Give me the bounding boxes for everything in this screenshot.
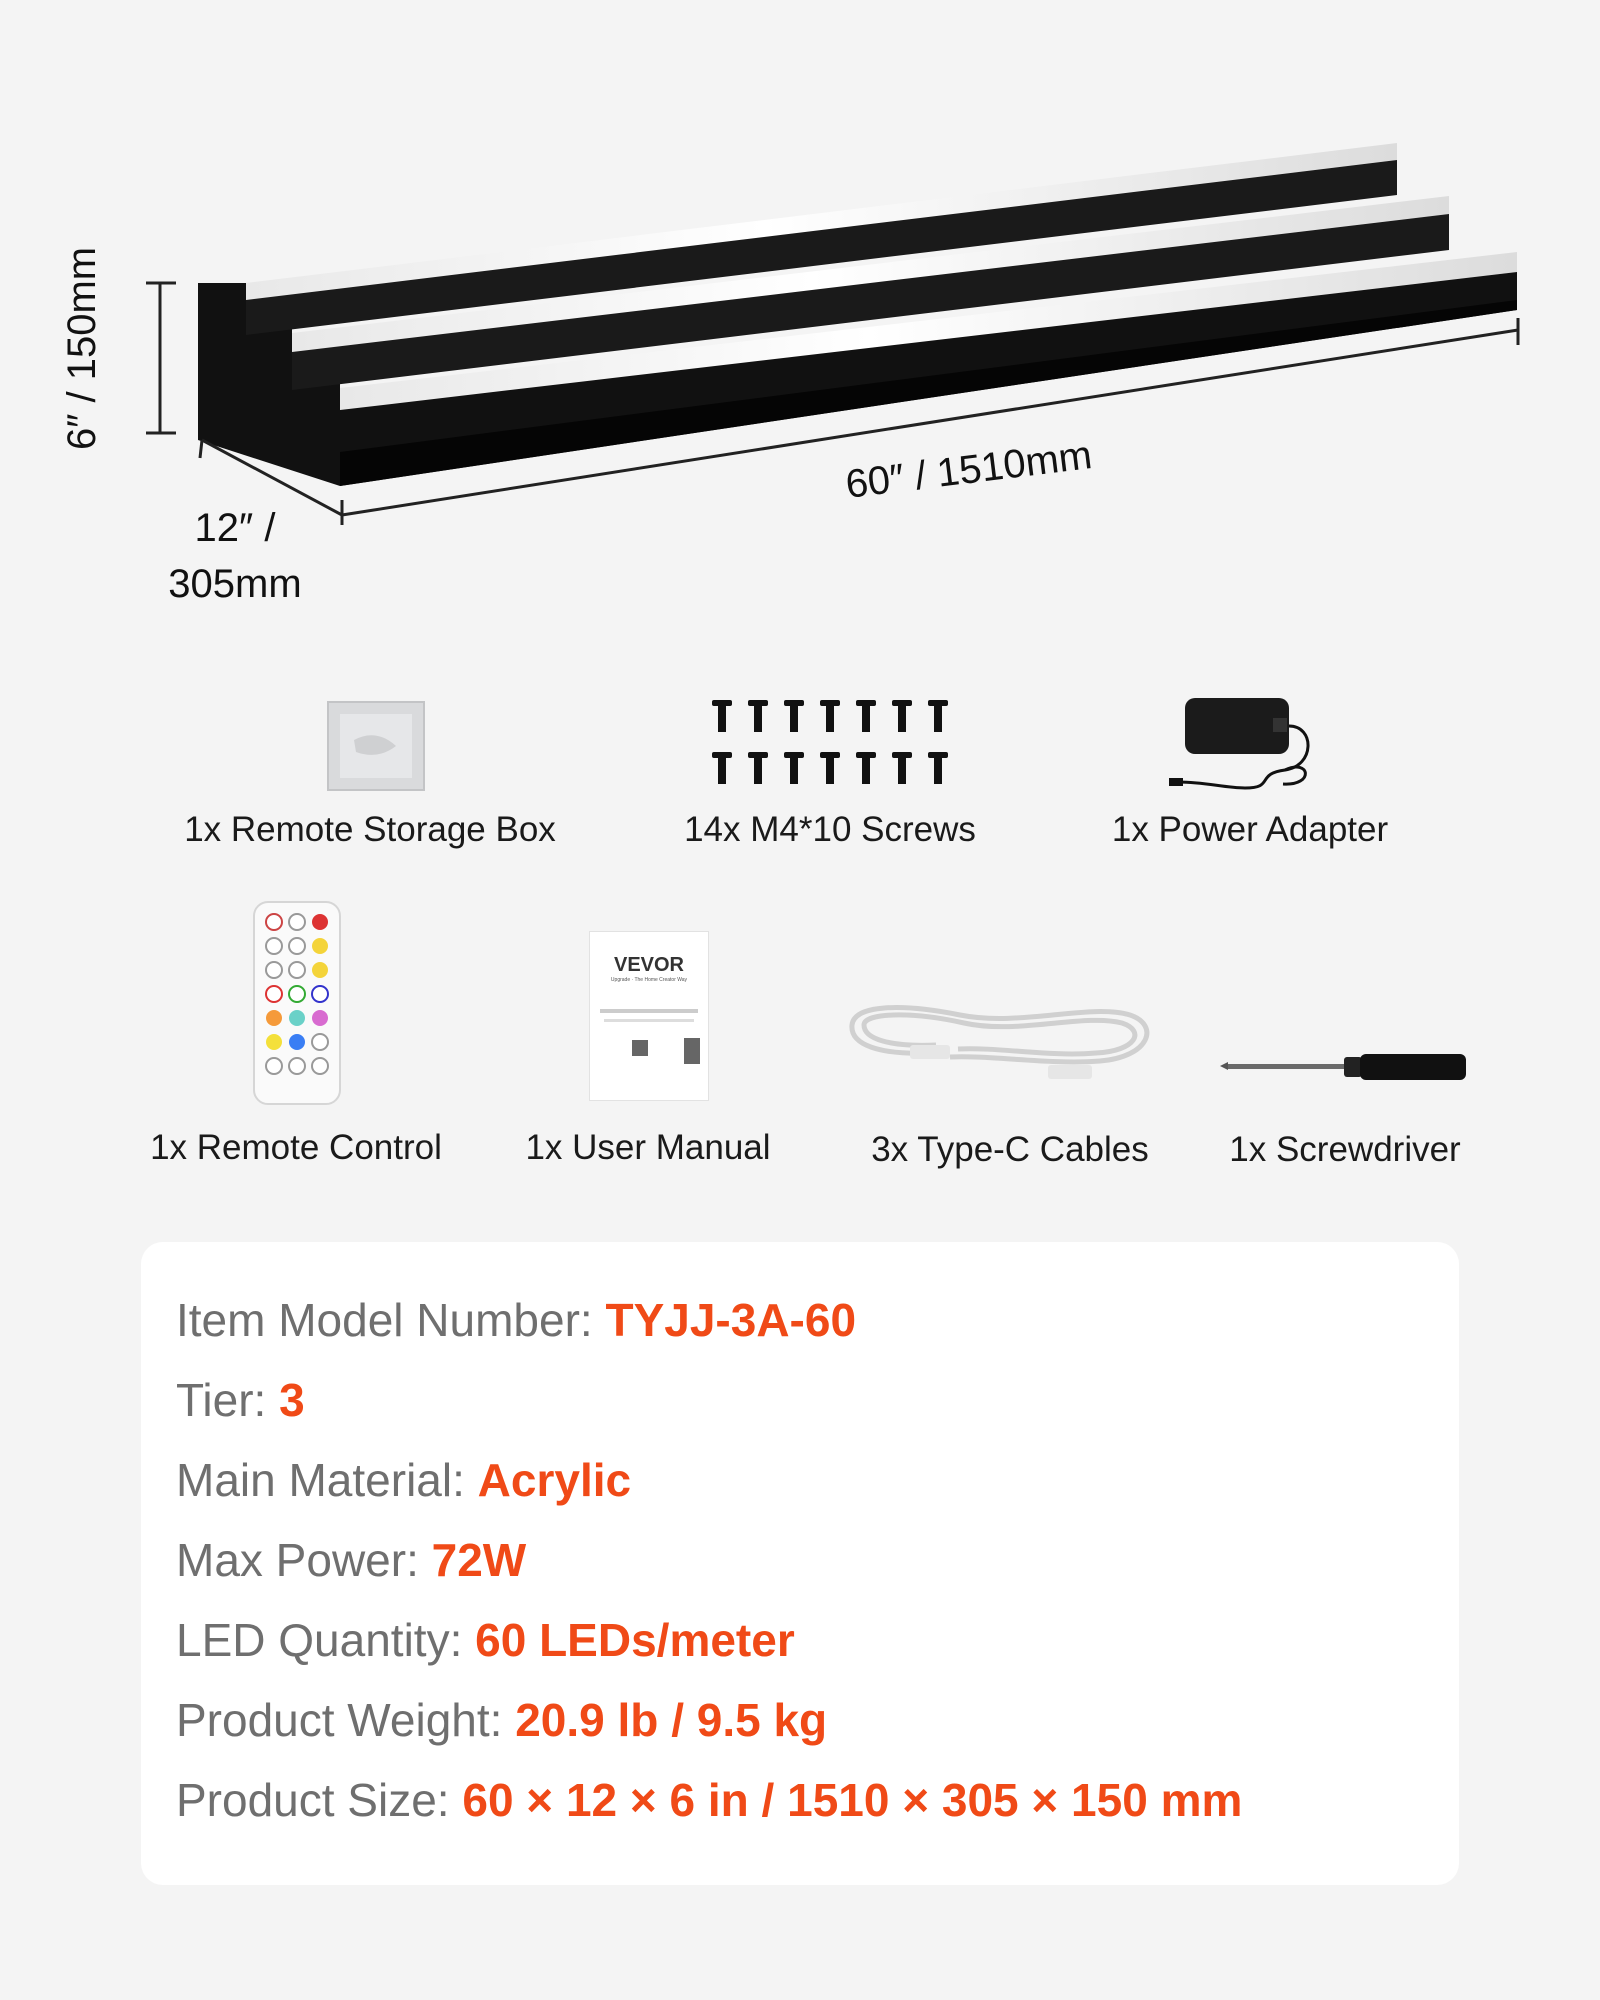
spec-value: Acrylic	[477, 1454, 632, 1506]
spec-label: Item Model Number:	[176, 1294, 606, 1346]
accessory-label-screwdriver: 1x Screwdriver	[1229, 1130, 1461, 1169]
storage-box-icon	[326, 700, 426, 797]
height-dimension-label: 6″ / 150mm	[60, 246, 104, 450]
user-manual-icon	[590, 932, 708, 1100]
depth-dimension-line1: 12″ /	[194, 506, 276, 550]
spec-row-model	[176, 1293, 856, 1347]
accessory-label-user-manual: 1x User Manual	[525, 1128, 771, 1167]
spec-row-size	[176, 1773, 1242, 1827]
type-c-cable-icon	[840, 995, 1160, 1100]
spec-row-weight	[176, 1693, 827, 1747]
spec-value: 60 LEDs/meter	[475, 1614, 795, 1666]
spec-label: Max Power:	[176, 1534, 432, 1586]
spec-value: 3	[279, 1374, 305, 1426]
spec-row-power	[176, 1533, 526, 1587]
spec-label: Main Material:	[176, 1454, 478, 1506]
power-adapter-icon	[1165, 696, 1325, 801]
accessory-label-screws: 14x M4*10 Screws	[684, 810, 976, 849]
accessory-label-power-adapter: 1x Power Adapter	[1111, 810, 1389, 849]
accessory-label-storage-box: 1x Remote Storage Box	[184, 810, 556, 849]
led-shelf-illustration	[0, 0, 1600, 560]
width-dimension-label: 60″ / 1510mm	[843, 433, 1095, 507]
spec-label: Tier:	[176, 1374, 280, 1426]
screwdriver-icon	[1220, 1050, 1470, 1091]
accessory-label-remote-control: 1x Remote Control	[150, 1128, 442, 1167]
depth-dimension-line2: 305mm	[168, 562, 302, 606]
spec-card	[141, 1242, 1459, 1885]
depth-dimension-label	[150, 500, 320, 612]
spec-value: 20.9 lb / 9.5 kg	[515, 1694, 828, 1746]
screws-icon	[712, 700, 952, 797]
spec-value: 72W	[431, 1534, 527, 1586]
manual-brand: VEVOR	[613, 954, 685, 976]
spec-value: 60 × 12 × 6 in / 1510 × 305 × 150 mm	[462, 1774, 1243, 1826]
remote-control-icon	[252, 900, 342, 1111]
spec-label: Product Size:	[176, 1774, 463, 1826]
spec-label: Product Weight:	[176, 1694, 516, 1746]
spec-row-tier	[176, 1373, 305, 1427]
accessory-label-type-c-cables: 3x Type-C Cables	[871, 1130, 1149, 1169]
spec-row-material	[176, 1453, 631, 1507]
spec-label: LED Quantity:	[176, 1614, 476, 1666]
spec-row-led-quantity	[176, 1613, 795, 1667]
spec-value: TYJJ-3A-60	[605, 1294, 857, 1346]
manual-tagline: Upgrade · The Home Creator Way	[610, 977, 688, 983]
